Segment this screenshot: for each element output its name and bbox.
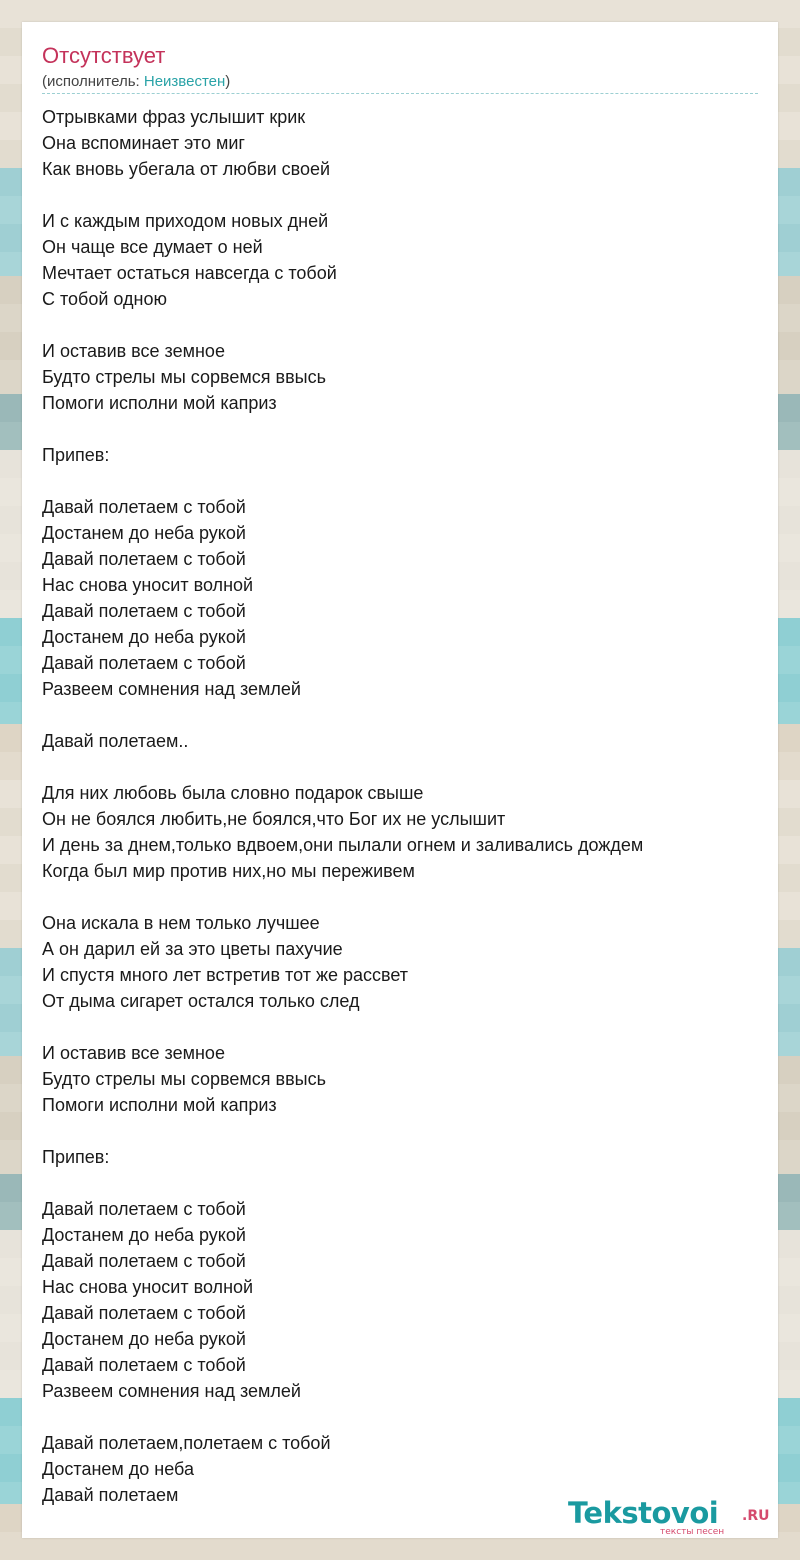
lyric-line: Будто стрелы мы сорвемся ввысь [42,367,326,387]
site-logo[interactable] [568,1498,778,1538]
lyric-line [42,1118,758,1144]
lyric-line: Развеем сомнения над землей [42,679,301,699]
lyric-line: Он чаще все думает о ней [42,237,263,257]
logo-tagline: тексты песен [660,1527,725,1537]
lyric-line: Давай полетаем,полетаем с тобой [42,1433,331,1453]
logo-domain: .RU [742,1508,770,1524]
logo-wordmark: Tekstovoi [568,1496,719,1530]
lyric-line [42,312,758,338]
lyric-line: Давай полетаем с тобой [42,653,246,673]
lyric-line: Давай полетаем с тобой [42,1251,246,1271]
lyric-line: А он дарил ей за это цветы пахучие [42,939,343,959]
lyrics-text [42,104,758,1508]
lyric-line: Развеем сомнения над землей [42,1381,301,1401]
lyric-line: Достанем до неба [42,1459,194,1479]
lyric-line [42,884,758,910]
lyric-line: Как вновь убегала от любви своей [42,159,331,179]
lyric-line: И спустя много лет встретив тот же рассвет [42,965,409,985]
lyric-line: Давай полетаем.. [42,731,189,751]
lyric-line: Нас снова уносит волной [42,1277,254,1297]
lyric-line [42,182,758,208]
lyric-line: Давай полетаем с тобой [42,1355,246,1375]
lyric-line: Достанем до неба рукой [42,627,246,647]
lyric-line: С тобой одною [42,289,167,309]
lyric-line [42,468,758,494]
lyric-line: И оставив все земное [42,1043,225,1063]
lyric-line [42,1014,758,1040]
lyric-line: Давай полетаем с тобой [42,601,246,621]
artist-byline [42,72,230,92]
lyric-line [42,754,758,780]
byline-prefix: (исполнитель: [42,73,144,90]
lyric-line: Давай полетаем с тобой [42,1199,246,1219]
lyric-line: Помоги исполни мой каприз [42,393,277,413]
song-title: Отсутствует [42,43,166,68]
lyric-line: И с каждым приходом новых дней [42,211,329,231]
lyric-line: Она вспоминает это миг [42,133,245,153]
lyric-line: Он не боялся любить,не боялся,что Бог их не услышит [42,809,506,829]
lyric-line: Припев: [42,1147,110,1167]
lyric-line: Нас снова уносит волной [42,575,254,595]
lyric-line [42,416,758,442]
lyric-line: Мечтает остаться навсегда с тобой [42,263,337,283]
lyric-line: Помоги исполни мой каприз [42,1095,277,1115]
lyric-line: Давай полетаем с тобой [42,1303,246,1323]
lyrics-card [22,22,778,1538]
lyric-line [42,1170,758,1196]
lyric-line: Давай полетаем [42,1485,179,1505]
lyric-line: Достанем до неба рукой [42,1329,246,1349]
lyric-line: Отрывками фраз услышит крик [42,107,306,127]
lyric-line: Припев: [42,445,110,465]
lyric-line: И день за днем,только вдвоем,они пылали огнем и заливались дождем [42,835,644,855]
lyric-line: От дыма сигарет остался только след [42,991,360,1011]
lyric-line: Она искала в нем только лучшее [42,913,320,933]
lyric-line: Достанем до неба рукой [42,1225,246,1245]
lyric-line: Когда был мир против них,но мы переживем [42,861,415,881]
lyric-line: Для них любовь была словно подарок свыше [42,783,424,803]
artist-link[interactable]: Неизвестен [143,73,226,90]
lyric-line: И оставив все земное [42,341,225,361]
byline-suffix: ) [225,73,231,90]
title-divider [42,93,758,94]
lyric-line: Давай полетаем с тобой [42,549,246,569]
lyric-line [42,1404,758,1430]
lyric-line [42,702,758,728]
lyric-line: Давай полетаем с тобой [42,497,246,517]
lyric-line: Будто стрелы мы сорвемся ввысь [42,1069,326,1089]
lyric-line: Достанем до неба рукой [42,523,246,543]
